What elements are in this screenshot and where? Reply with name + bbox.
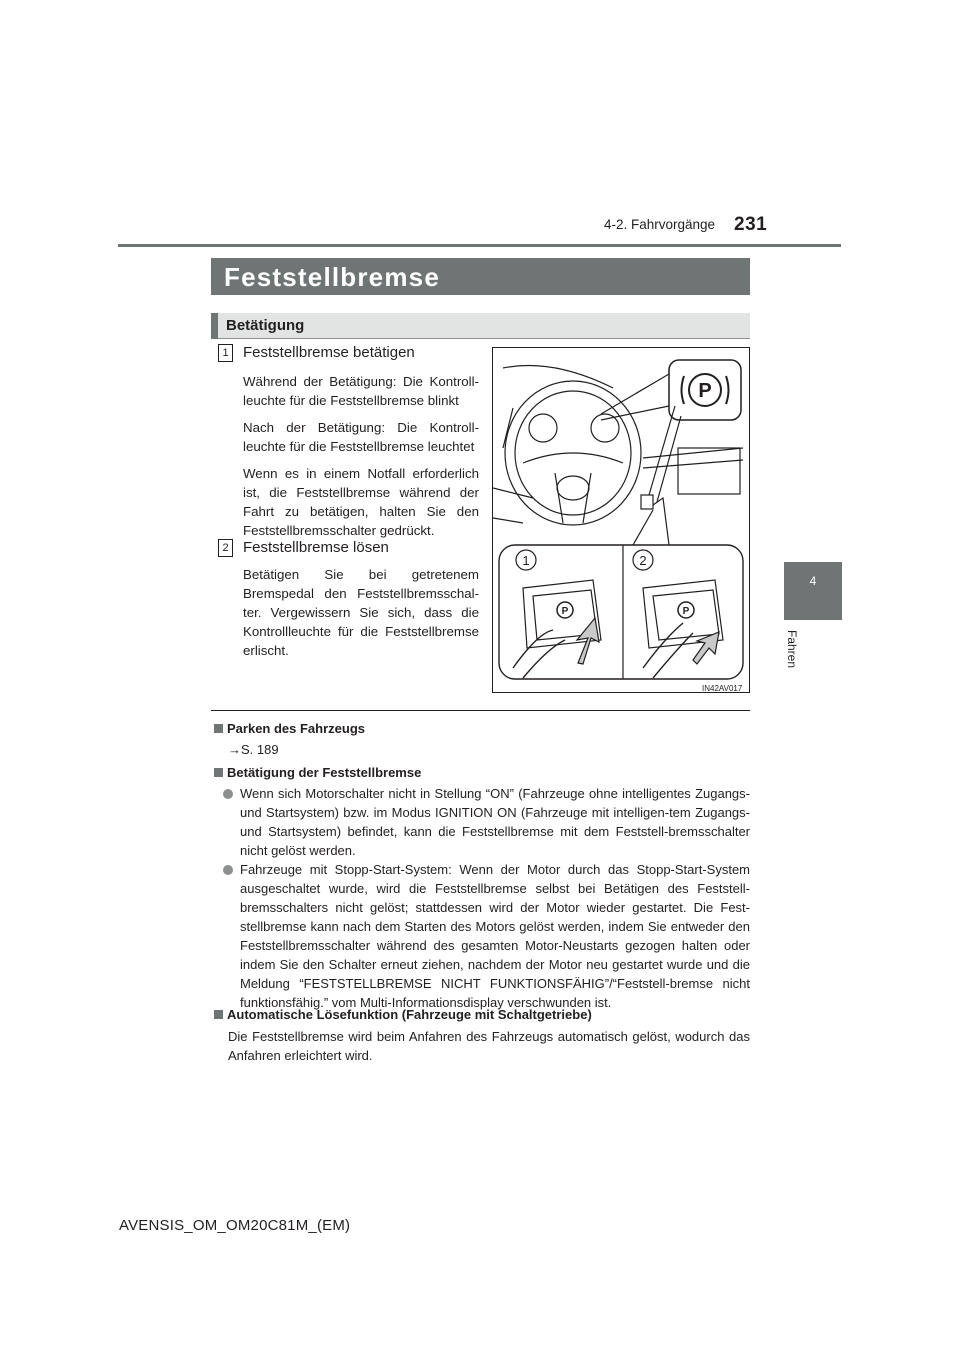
page-number: 231 xyxy=(734,214,768,235)
dashboard-drawing xyxy=(493,348,749,692)
parking-brake-illustration xyxy=(492,347,750,693)
step-title: Feststellbremse lösen xyxy=(243,539,389,556)
chapter-label-text: Fahren xyxy=(785,629,800,669)
header-rule xyxy=(118,244,841,247)
square-bullet-icon xyxy=(214,768,223,777)
chapter-tab[interactable] xyxy=(784,562,842,620)
note-text: Die Feststellbremse wird beim Anfahren des Fahrzeugs automatisch gelöst, wodurch das Anfahren erleichtert wird. xyxy=(228,1029,750,1063)
note-bullet-text: Fahrzeuge mit Stopp-Start-System: Wenn der Motor durch das Stopp-Start-System ausgeschaltet wurde, wird die Feststellbremse selbst bei Betätigen des Feststell-bremsschalters nicht gelöst; stattdessen wird der Motor wieder gestartet. Die Fest-stellbremse kann nach dem Starten des Motors gelöst werden, indem Sie entweder den Feststellbremsschalter während des gesamten Motor-Neustarts gezogen halten oder indem Sie den Schalter erneut ziehen, nachdem der Motor neu gestartet wurde und die Meldung “FESTSTELLBREMSE NICHT FUNKTIONSFÄHIG”/“Feststell-bremse nicht funktionsfähig.” vom Multi-Informationsdisplay verschwunden ist. xyxy=(240,862,750,1010)
section-header: 4-2. Fahrvorgänge xyxy=(604,217,716,232)
switch-symbol-label: P xyxy=(682,606,690,617)
square-bullet-icon xyxy=(214,1010,223,1019)
note-text[interactable]: →S. 189 xyxy=(228,742,279,757)
step-paragraph: Während der Betätigung: Die Kontroll-leuchte für die Feststellbremse blinkt xyxy=(243,374,479,408)
note-bullet-text: Wenn sich Motorschalter nicht in Stellung “ON” (Fahrzeuge ohne intelligentes Zugangs- und Startsystem) bzw. im Modus IGNITION ON (Fahrzeuge mit intelligen-tem Zugangs- und Startsystem) befindet, kann die Feststellbremse mit dem Feststell-bremsschalter nicht gelöst werden. xyxy=(240,786,750,858)
document-code: AVENSIS_OM_OM20C81M_(EM) xyxy=(119,1217,351,1234)
callout-2-label: 2 xyxy=(639,553,647,568)
parking-brake-symbol-label: P xyxy=(698,380,712,402)
step-number-box: 1 xyxy=(218,344,233,362)
subsection-title: Betätigung xyxy=(226,317,305,334)
step-paragraph: Wenn es in einem Notfall erforderlich ist, die Feststellbremse während der Fahrt zu betätigen, halten Sie den Feststellbremsschalter gedrückt. xyxy=(243,466,479,538)
note-heading xyxy=(214,1007,592,1022)
subsection-marker xyxy=(211,313,218,339)
note-heading-text: Parken des Fahrzeugs xyxy=(227,721,365,736)
chapter-number: 4 xyxy=(809,574,817,588)
note-heading xyxy=(214,721,365,736)
switch-symbol-label: P xyxy=(561,606,569,617)
circle-bullet-icon xyxy=(223,865,233,875)
step-body xyxy=(243,565,479,668)
step-paragraph: Nach der Betätigung: Die Kontroll-leuchte für die Feststellbremse leuchtet xyxy=(243,420,479,454)
chapter-label xyxy=(786,628,806,674)
step-title: Feststellbremse betätigen xyxy=(243,344,415,361)
circle-bullet-icon xyxy=(223,789,233,799)
switch-location-icon xyxy=(641,495,653,509)
note-heading-text: Automatische Lösefunktion (Fahrzeuge mit Schaltgetriebe) xyxy=(227,1007,592,1022)
square-bullet-icon xyxy=(214,724,223,733)
notes-divider xyxy=(211,710,750,711)
page-title: Feststellbremse xyxy=(224,262,440,292)
note-heading xyxy=(214,765,421,780)
step-body xyxy=(243,372,479,548)
step-number-box: 2 xyxy=(218,539,233,557)
callout-1-label: 1 xyxy=(522,553,530,568)
step-paragraph: Betätigen Sie bei getretenem Bremspedal den Feststellbremsschal-ter. Vergewissern Sie sich, dass die Kontrollleuchte für die Feststellbremse erlischt. xyxy=(243,567,479,658)
illustration-code: IN42AV017 xyxy=(702,684,743,693)
note-heading-text: Betätigung der Feststellbremse xyxy=(227,765,422,780)
